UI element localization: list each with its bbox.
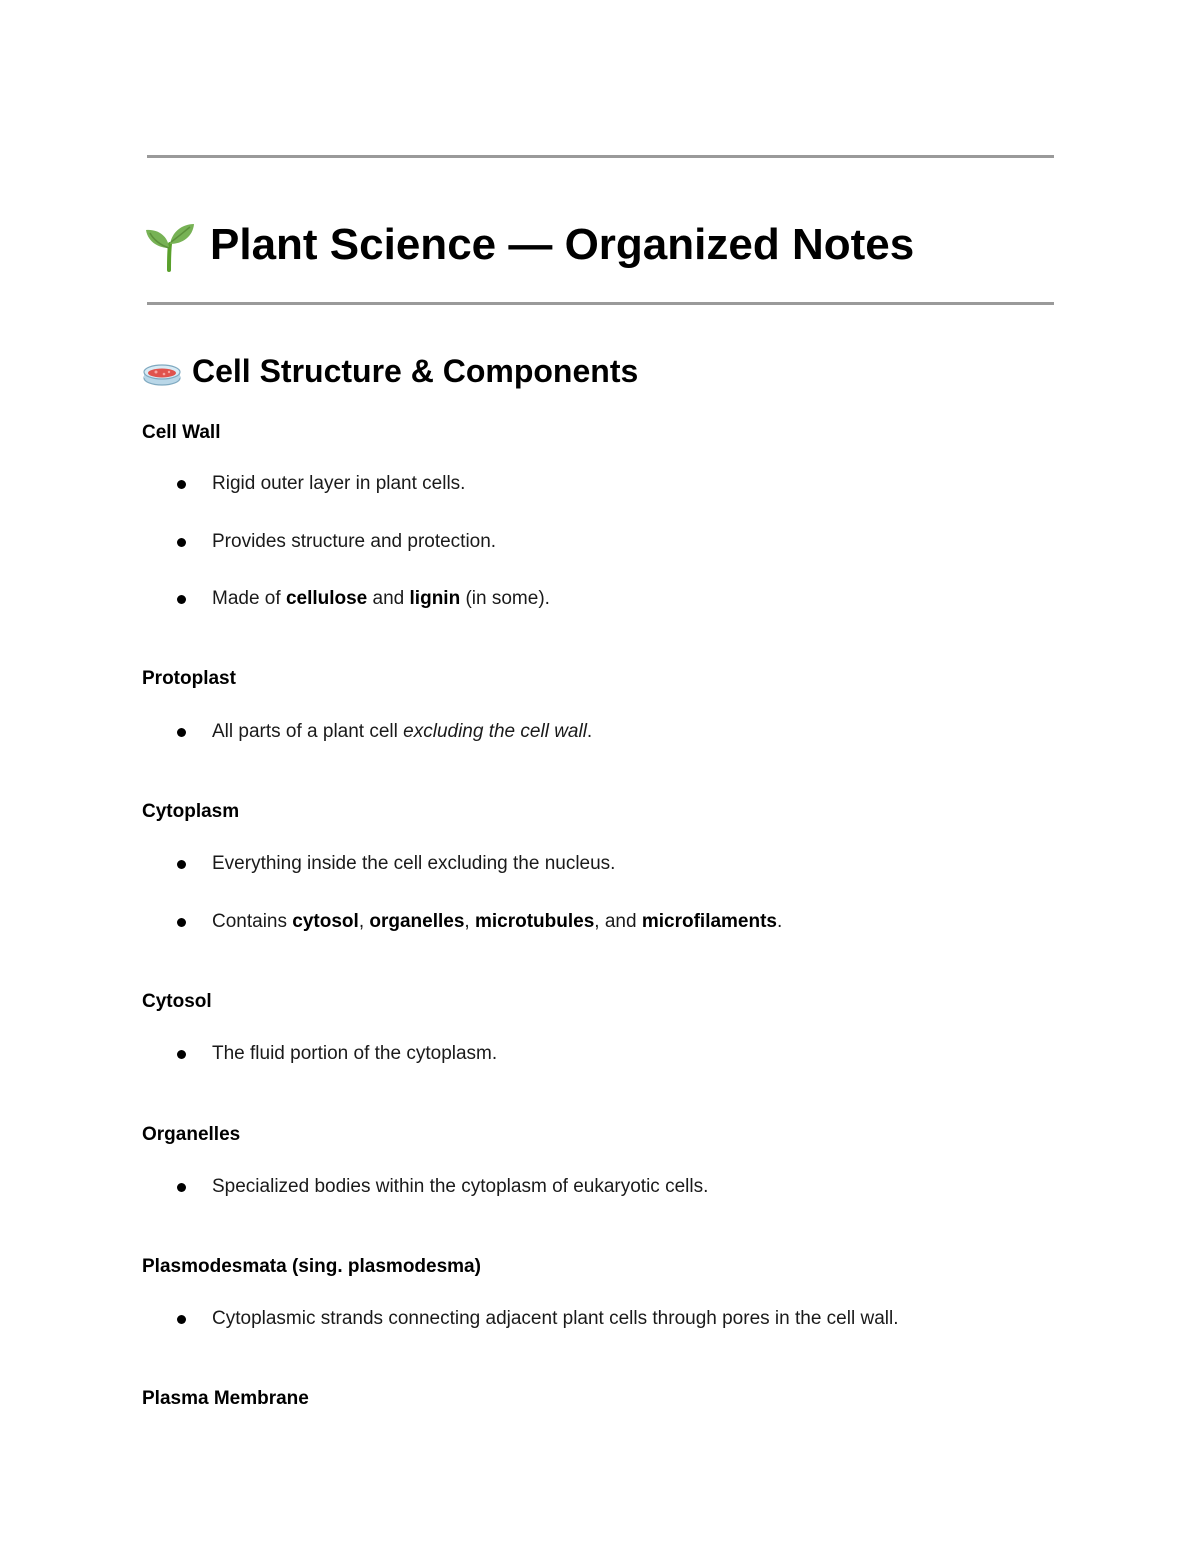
bullet-dot: [177, 1315, 186, 1324]
bullet-dot: [177, 860, 186, 869]
term-organelles: Organelles: [142, 1124, 241, 1145]
page-title: [142, 215, 914, 275]
term-cytoplasm: Cytoplasm: [142, 801, 240, 822]
term-cell-wall: Cell Wall: [142, 422, 221, 443]
bullet-dot: [177, 595, 186, 604]
term-cytosol: Cytosol: [142, 991, 212, 1012]
seedling-icon: [142, 218, 196, 272]
page-title-text: Plant Science — Organized Notes: [210, 220, 915, 269]
term-protoplast: Protoplast: [142, 668, 236, 689]
petri-dish-icon: [142, 351, 182, 391]
bullet-dot: [177, 728, 186, 737]
term-plasma-membrane: Plasma Membrane: [142, 1388, 309, 1409]
term-plasmodesmata: Plasmodesmata (sing. plasmodesma): [142, 1256, 481, 1277]
bullet-dot: [177, 1050, 186, 1059]
bullet-dot: [177, 1183, 186, 1192]
section-heading: [142, 348, 638, 394]
bullet-dot: [177, 918, 186, 927]
bullet-dot: [177, 480, 186, 489]
top-divider: [147, 155, 1054, 158]
section-heading-text: Cell Structure & Components: [192, 352, 639, 389]
bullet-dot: [177, 538, 186, 547]
bottom-divider: [147, 302, 1054, 305]
